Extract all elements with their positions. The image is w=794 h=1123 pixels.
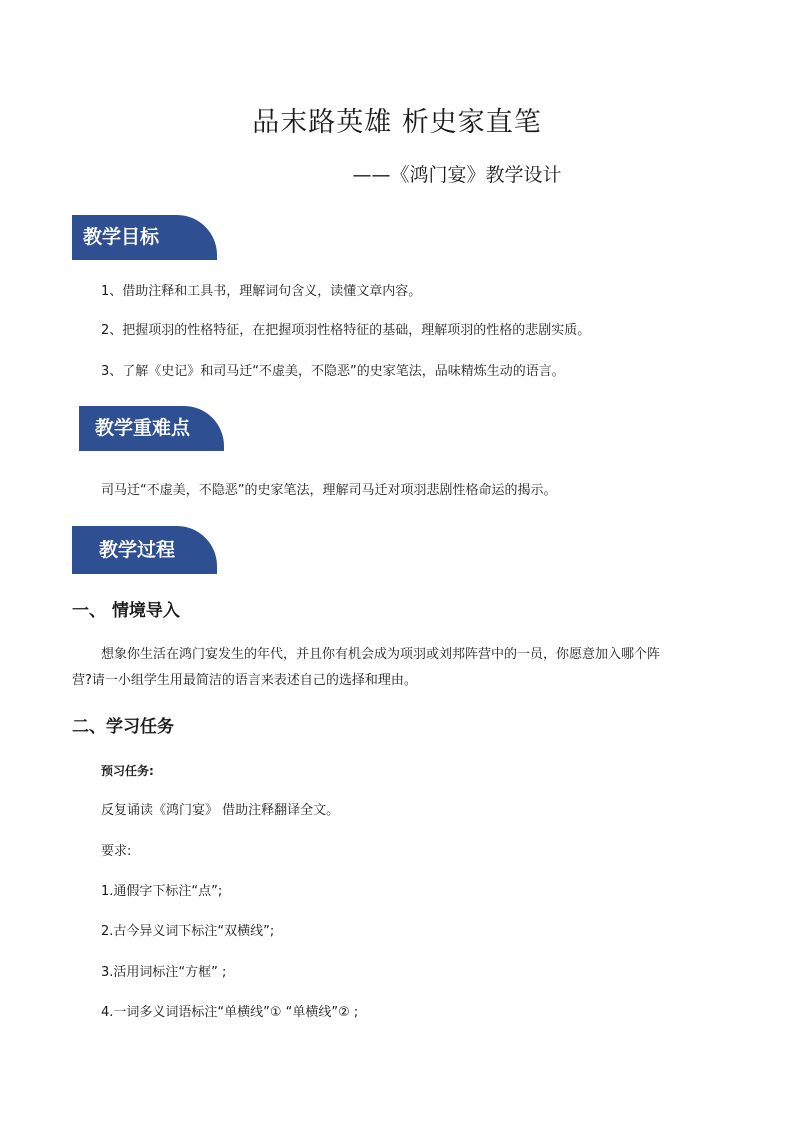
requirement-item: 3.活用词标注“方框” ; xyxy=(101,965,227,980)
document-subtitle: ——《鸿门宴》教学设计 xyxy=(352,164,562,186)
section-tag-goals xyxy=(72,215,217,260)
document-title: 品末路英雄 析史家直笔 xyxy=(252,107,542,138)
section-tag-process-label: 教学过程 xyxy=(99,539,176,561)
requirements-label: 要求: xyxy=(101,844,132,859)
requirement-item: 2.古今异义词下标注“双横线”; xyxy=(101,924,275,939)
section-tag-key-points xyxy=(79,406,224,451)
key-points-text: 司马迁“不虚美，不隐恶”的史家笔法，理解司马迁对项羽悲剧性格命运的揭示。 xyxy=(101,483,557,498)
part-heading-intro: 一、 情境导入 xyxy=(72,601,180,621)
goal-item: 2、把握项羽的性格特征，在把握项羽性格特征的基础，理解项羽的性格的悲剧实质。 xyxy=(101,323,591,338)
preview-label: 预习任务: xyxy=(101,764,154,778)
requirement-item: 4.一词多义词语标注“单横线”① “单横线”② ; xyxy=(101,1005,359,1020)
section-tag-key-points-label: 教学重难点 xyxy=(95,417,191,439)
intro-text-line: 营?请一小组学生用最简洁的语言来表述自己的选择和理由。 xyxy=(72,673,417,688)
section-tag-process xyxy=(72,526,217,574)
section-tag-goals-label: 教学目标 xyxy=(83,226,160,248)
preview-text: 反复诵读《鸿门宴》 借助注释翻译全文。 xyxy=(101,803,340,818)
requirement-item: 1.通假字下标注“点”; xyxy=(101,884,223,899)
goal-item: 1、借助注释和工具书，理解词句含义，读懂文章内容。 xyxy=(101,284,422,299)
goal-item: 3、了解《史记》和司马迁“不虚美，不隐恶”的史家笔法，品味精炼生动的语言。 xyxy=(101,364,565,379)
intro-text-line: 想象你生活在鸿门宴发生的年代，并且你有机会成为项羽或刘邦阵营中的一员，你愿意加入哪个阵 xyxy=(101,647,661,662)
part-heading-tasks: 二、学习任务 xyxy=(72,717,174,737)
